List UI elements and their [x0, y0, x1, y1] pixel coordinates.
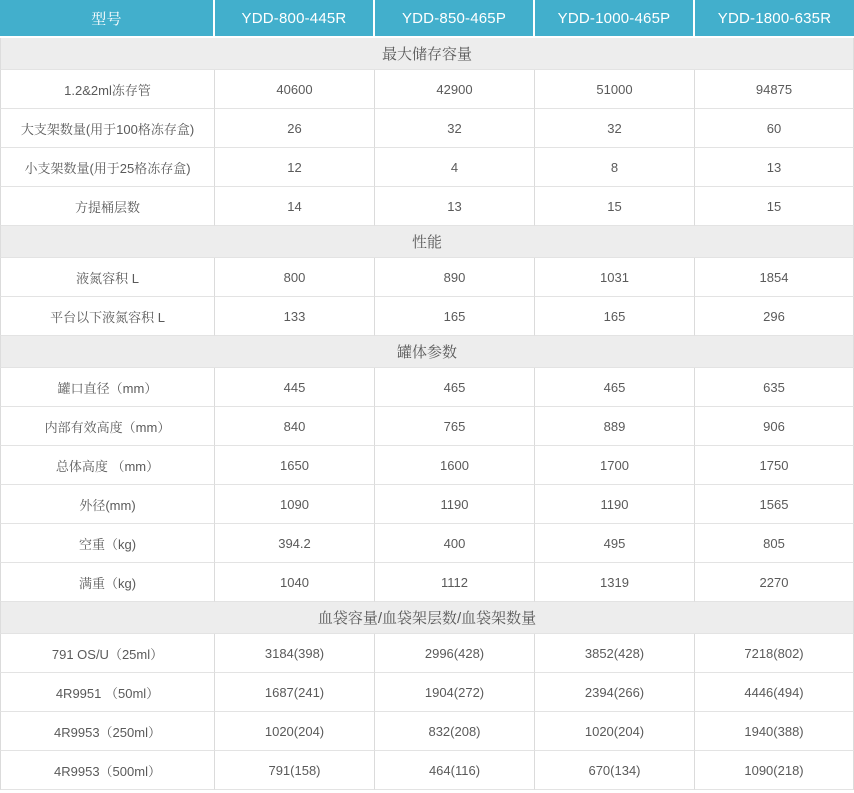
column-header-ydd-850-465p: YDD-850-465P: [375, 0, 535, 38]
spec-cell: 840: [215, 407, 375, 446]
spec-cell: 1190: [535, 485, 695, 524]
table-row: [0, 563, 854, 602]
row-label: 大支架数量(用于100格冻存盒): [0, 109, 215, 148]
spec-cell: 635: [695, 368, 854, 407]
table-row: [0, 446, 854, 485]
spec-cell: 15: [695, 187, 854, 226]
spec-cell: 1020(204): [535, 712, 695, 751]
spec-cell: 133: [215, 297, 375, 336]
row-label: 罐口直径（mm）: [0, 368, 215, 407]
spec-cell: 4: [375, 148, 535, 187]
spec-cell: 1090(218): [695, 751, 854, 790]
section-band-row: [0, 38, 854, 70]
spec-cell: 791(158): [215, 751, 375, 790]
spec-cell: 1319: [535, 563, 695, 602]
spec-cell: 890: [375, 258, 535, 297]
table-row: [0, 524, 854, 563]
row-label: 平台以下液氮容积 L: [0, 297, 215, 336]
table-row: [0, 297, 854, 336]
spec-cell: 805: [695, 524, 854, 563]
spec-cell: 165: [375, 297, 535, 336]
spec-cell: 40600: [215, 70, 375, 109]
column-header-model: 型号: [0, 0, 215, 38]
spec-cell: 1650: [215, 446, 375, 485]
row-label: 方提桶层数: [0, 187, 215, 226]
row-label: 4R9953（500ml）: [0, 751, 215, 790]
row-label: 1.2&2ml冻存管: [0, 70, 215, 109]
spec-cell: 1940(388): [695, 712, 854, 751]
spec-cell: 1031: [535, 258, 695, 297]
spec-cell: 832(208): [375, 712, 535, 751]
spec-cell: 15: [535, 187, 695, 226]
spec-cell: 8: [535, 148, 695, 187]
table-row: [0, 712, 854, 751]
spec-cell: 296: [695, 297, 854, 336]
row-label: 总体高度 （mm）: [0, 446, 215, 485]
spec-cell: 906: [695, 407, 854, 446]
spec-cell: 13: [375, 187, 535, 226]
spec-cell: 1750: [695, 446, 854, 485]
section-title-blood-bag: 血袋容量/血袋架层数/血袋架数量: [0, 602, 854, 634]
spec-cell: 3852(428): [535, 634, 695, 673]
spec-cell: 400: [375, 524, 535, 563]
section-band-row: [0, 226, 854, 258]
spec-cell: 2394(266): [535, 673, 695, 712]
section-title-tank-parameters: 罐体参数: [0, 336, 854, 368]
spec-cell: 2996(428): [375, 634, 535, 673]
spec-cell: 1190: [375, 485, 535, 524]
table-row: [0, 258, 854, 297]
spec-cell: 465: [535, 368, 695, 407]
table-row: [0, 70, 854, 109]
row-label: 外径(mm): [0, 485, 215, 524]
spec-cell: 7218(802): [695, 634, 854, 673]
spec-cell: 3184(398): [215, 634, 375, 673]
spec-cell: 60: [695, 109, 854, 148]
table-row: [0, 634, 854, 673]
spec-cell: 1904(272): [375, 673, 535, 712]
table-row: [0, 148, 854, 187]
spec-cell: 1565: [695, 485, 854, 524]
row-label: 小支架数量(用于25格冻存盒): [0, 148, 215, 187]
table-row: [0, 485, 854, 524]
section-title-performance: 性能: [0, 226, 854, 258]
row-label: 4R9951 （50ml）: [0, 673, 215, 712]
row-label: 液氮容积 L: [0, 258, 215, 297]
row-label: 内部有效高度（mm）: [0, 407, 215, 446]
spec-cell: 465: [375, 368, 535, 407]
spec-cell: 32: [375, 109, 535, 148]
spec-cell: 32: [535, 109, 695, 148]
header-row: [0, 0, 854, 38]
spec-cell: 165: [535, 297, 695, 336]
column-header-ydd-1800-635r: YDD-1800-635R: [695, 0, 854, 38]
section-band-row: [0, 602, 854, 634]
row-label: 4R9953（250ml）: [0, 712, 215, 751]
spec-cell: 800: [215, 258, 375, 297]
spec-cell: 42900: [375, 70, 535, 109]
table-row: [0, 187, 854, 226]
row-label: 791 OS/U（25ml）: [0, 634, 215, 673]
table-row: [0, 109, 854, 148]
spec-cell: 94875: [695, 70, 854, 109]
spec-cell: 1854: [695, 258, 854, 297]
table-row: [0, 407, 854, 446]
spec-cell: 12: [215, 148, 375, 187]
table-row: [0, 751, 854, 790]
spec-cell: 13: [695, 148, 854, 187]
row-label: 满重（kg): [0, 563, 215, 602]
section-title-max-storage: 最大储存容量: [0, 38, 854, 70]
spec-cell: 889: [535, 407, 695, 446]
spec-cell: 765: [375, 407, 535, 446]
spec-cell: 26: [215, 109, 375, 148]
spec-cell: 1040: [215, 563, 375, 602]
spec-cell: 14: [215, 187, 375, 226]
spec-cell: 394.2: [215, 524, 375, 563]
section-band-row: [0, 336, 854, 368]
column-header-ydd-1000-465p: YDD-1000-465P: [535, 0, 695, 38]
spec-cell: 1112: [375, 563, 535, 602]
spec-cell: 670(134): [535, 751, 695, 790]
table-row: [0, 673, 854, 712]
spec-cell: 4446(494): [695, 673, 854, 712]
table-row: [0, 368, 854, 407]
spec-cell: 51000: [535, 70, 695, 109]
spec-cell: 1020(204): [215, 712, 375, 751]
spec-cell: 1090: [215, 485, 375, 524]
spec-cell: 1687(241): [215, 673, 375, 712]
column-header-ydd-800-445r: YDD-800-445R: [215, 0, 375, 38]
spec-cell: 445: [215, 368, 375, 407]
spec-cell: 2270: [695, 563, 854, 602]
spec-cell: 1600: [375, 446, 535, 485]
row-label: 空重（kg): [0, 524, 215, 563]
spec-cell: 1700: [535, 446, 695, 485]
spec-cell: 495: [535, 524, 695, 563]
spec-cell: 464(116): [375, 751, 535, 790]
